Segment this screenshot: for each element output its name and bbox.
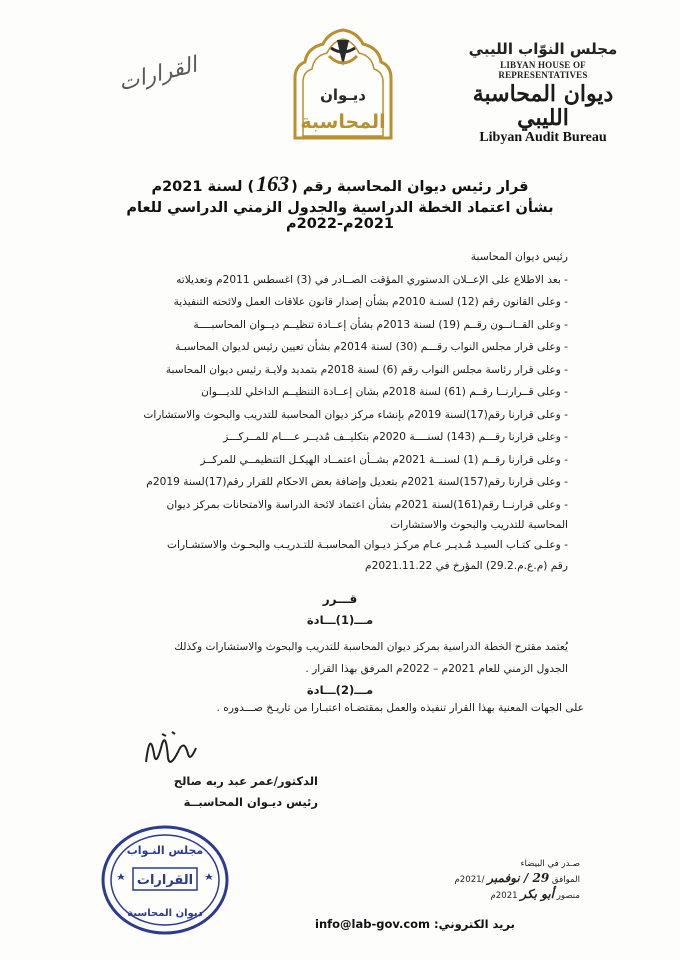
email-label: بريد الكتروني: <box>434 917 515 931</box>
preamble-line: - وعلـى كتـاب السيـد مُـديـر عـام مركـز ديـوان المحاسبـة للتـدريـب والبحـوث والاستشـارات <box>167 539 568 551</box>
handwritten-signature <box>140 724 200 772</box>
footer-email <box>250 917 580 931</box>
house-name-english: LIBYAN HOUSE OF REPRESENTATIVES <box>498 60 588 80</box>
official-stamp <box>100 824 230 936</box>
article-1-title: مـــ(1)ـــادة <box>306 613 374 627</box>
stamp-star-left <box>117 873 125 880</box>
letterhead <box>458 40 628 146</box>
email-address[interactable]: info@lab-gov.com <box>315 917 431 931</box>
preamble-line: - وعلى قــرارنــا رقــم (61) لسنة 2018م بشان إعــادة التنظيــم الداخلي للديـــوان <box>201 386 568 398</box>
issue-date-label: الموافق <box>551 875 580 885</box>
decided-heading: قـــرر <box>322 592 358 606</box>
logo-text-bottom: المحاسبة <box>300 111 386 133</box>
bureau-name-arabic: ديوان المحاسبة الليبي <box>472 81 614 131</box>
issue-block <box>424 857 580 903</box>
issue-hijri-line <box>424 887 580 903</box>
house-name-arabic: مجلس النوّاب الليبي <box>468 40 618 58</box>
decision-number: 163 <box>256 171 290 196</box>
article-1-line: الجدول الزمني للعام 2021م – 2022م المرفق بهذا القرار . <box>305 663 568 675</box>
preamble-line: - وعلى قرار مجلس النواب رقـــم (30) لسنة 2014م بشأن تعيين رئيس لديوان المحاسبـة <box>175 341 568 353</box>
issue-date-handwritten: 29 / نوفمبر <box>487 871 550 885</box>
article-1-line: يُعتمد مقترح الخطة الدراسية بمركز ديوان المحاسبة للتدريب والبحوث والاستشارات وكذلك <box>174 641 568 653</box>
issue-hijri-handwritten: أبو بكر <box>520 887 555 901</box>
title-suffix: ) لسنة 2021م <box>151 179 255 195</box>
preamble-line: - وعلى قرارنا رقــم (1) لسنـــة 2021م بشــأن اعتمــاد الهيكـل التنظيمــي للمركــز <box>200 453 568 466</box>
stamp-center-text: القرارات <box>136 873 194 888</box>
decision-subject: بشأن اعتماد الخطة الدراسية والجدول الزمني الدراسي للعام 2021م-2022م <box>126 200 554 232</box>
preamble-line: - وعلى قرار رئاسة مجلس النواب رقم (6) لسنة 2018م بتمديد ولايـة رئيس ديوان المحاسبة <box>165 363 568 376</box>
signer-name: الدكتور/عمر عبد ربه صالح <box>173 774 318 788</box>
issue-hijri-label: منصور <box>556 891 580 901</box>
issue-hijri-year: 2021م <box>490 891 518 901</box>
bureau-name-english: Libyan Audit Bureau <box>479 130 607 145</box>
issue-date-year: /2021م <box>454 875 485 885</box>
preamble-line-continuation: رقم (م.ع.م.29.2) المؤرخ في 2021.11.22م <box>365 559 568 572</box>
logo-text-top: ديـوان <box>320 86 366 104</box>
preamble-head: رئيس ديوان المحاسبة <box>470 250 568 263</box>
preamble-line: - وعلى قرارنا رقم(17)لسنة 2019م بإنشاء مركز ديوان المحاسبة للتدريب والبحوث والاستشارات <box>143 408 568 421</box>
issue-place: صـدر في البيضاء <box>520 859 580 869</box>
stamp-star-right <box>205 873 213 880</box>
issue-date-line <box>424 871 580 887</box>
title-prefix: قرار رئيس ديوان المحاسبة رقم ( <box>291 179 529 195</box>
decision-title <box>140 171 540 197</box>
article-2-text: على الجهات المعنية بهذا القرار تنفيذه والعمل بمقتضـاه اعتبـارا من تاريـخ صـــدوره . <box>216 702 584 714</box>
stamp-bottom-text: ديوان المحاسبة <box>127 908 203 919</box>
preamble <box>98 246 568 575</box>
preamble-line: - بعد الاطلاع على الإعــلان الدستوري المؤقت الصــادر في (3) اغسطس 2011م وتعديلاته <box>176 273 568 286</box>
preamble-line: - وعلى القانون رقم (12) لسنـة 2010م بشأن إصدار قانون علاقات العمل ولائحته التنفيذية <box>173 296 568 308</box>
preamble-line: - وعلى القــانــون رقــم (19) لسنة 2013م بشأن إعــادة تنظيــم ديــوان المحاسبــــة <box>193 318 568 331</box>
preamble-line: - وعلى قرارنا رقم(157)لسنة 2021م بتعديل وإضافة بعض الاحكام للقرار رقم(17)لسنة 2019م <box>146 476 568 488</box>
preamble-line: - وعلى قرارنا رقـــم (143) لسنــــة 2020م بتكليــف مُديــر عــــام للمــركـــز <box>223 431 568 443</box>
preamble-line-continuation: المحاسبة للتدريب والبحوث والاستشارات <box>390 519 568 531</box>
audit-bureau-logo <box>287 26 399 140</box>
article-1-text <box>98 636 568 680</box>
preamble-line: - وعلى قرارنــا رقم(161)لسنة 2021م بشأن اعتماد لائحة الدراسة والامتحانات بمركز ديوان <box>166 498 568 511</box>
stamp-top-text: مجلس النـواب <box>126 844 204 857</box>
article-2-title: مـــ(2)ـــادة <box>306 683 374 697</box>
signer-position: رئيس ديـوان المحاسبــة <box>183 795 318 809</box>
decisions-handwritten-label: القرارات <box>116 52 200 97</box>
